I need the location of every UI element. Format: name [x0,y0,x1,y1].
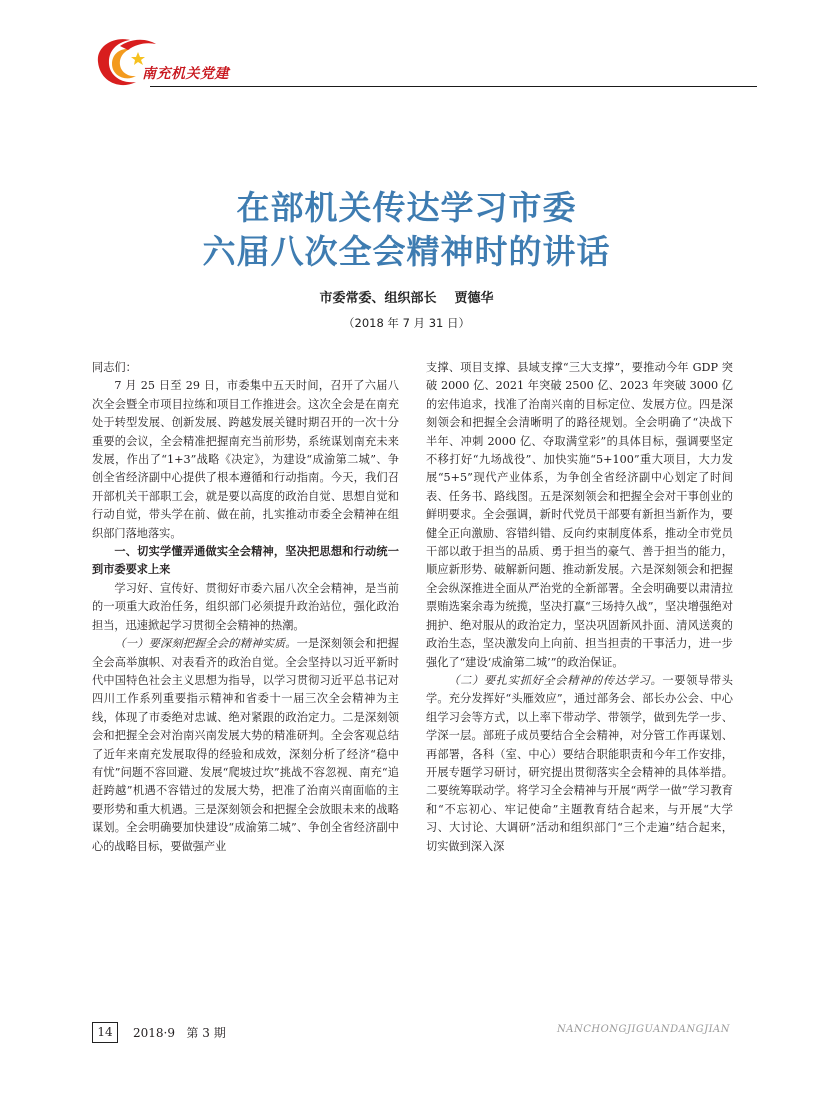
logo-inner-swirl [112,49,136,78]
paragraph [426,672,733,856]
issue-label: 2018·9 第 3 期 [133,1026,226,1040]
salutation: 同志们： [92,361,137,374]
paragraph-text: 一要领导带头学。充分发挥好“头雁效应”，通过部务会、部长办公会、中心组学习会等方式，以上率下带动学、带领学，做到先学一步、学深一层。部班子成员要结合全会精神，对分管工作再谋划、再部署，各科（室、中心）要结合职能职责和今年工作安排，开展专题学习研讨，研究提出贯彻落实全会精神的具体举措。二要统筹联动学。将学习全会精神与开展“两学一做”学习教育和“不忘初心、牢记使命”主题教育结合起来，与开展“大学习、大讨论、大调研”活动和组织部门“三个走遍”结合起来，切实做到深入深 [426,673,733,853]
speech-date: （2018 年 7 月 31 日） [343,316,470,330]
brand-name: 南充机关党建 [142,66,229,82]
page-number: 14 [92,1022,118,1043]
section-heading: 一、切实学懂弄通做实全会精神，坚决把思想和行动统一到市委要求上来 [92,545,399,577]
paragraph-text: 一是深刻领会和把握全会高举旗帜、对表看齐的政治自觉。全会坚持以习近平新时代中国特色社会主义思想为指导，以学习贯彻习近平总书记对四川工作系列重要指示精神和省委十一届三次全会精神为主线，体现了市委绝对忠诚、绝对紧跟的政治定力。二是深刻领会和把握全会对治南兴南发展大势的精准研判。全会客观总结了近年来南充发展取得的经验和成效，深刻分析了经济“稳中有忧”问题不容回避、发展“爬坡过坎”挑战不容忽视、南充“追赶跨越”机遇不容错过的发展大势，把准了治南兴南面临的主要形势和重大机遇。三是深刻领会和把握全会放眼未来的战略谋划。全会明确要加快建设“成渝第二城”、争创全省经济副中心的战略目标，要做强产业 [92,637,399,853]
paragraph: 支撑、项目支撑、县域支撑“三大支撑”，要推动今年 GDP 突破 2000 亿、2021 年突破 2500 亿、2023 年突破 3000 亿的宏伟追求，找准了治南兴南的目标定位、发展方位。四是深刻领会和把握全会清晰明了的路径规划。全会明确了“决战下半年、冲刺 2000 亿、夺取满堂彩”的具体目标，强调要坚定不移打好“九场战役”、加快实施“5+100”重大项目，大力发展“5+5”现代产业体系，为争创全省经济副中心划定了时间表、任务书、路线图。五是深刻领会和把握全会对干事创业的鲜明要求。全会强调，新时代党员干部要有新担当新作为，要健全正向激励、容错纠错、反向约束制度体系，推动全市党员干部以敢于担当的品质、勇于担当的豪气、善于担当的能力，顺应新形势、破解新问题、推动新发展。六是深刻领会和把握全会纵深推进全面从严治党的全新部署。全会明确要以肃清拉票贿选案余毒为统揽，坚决打赢“三场持久战”，坚决增强绝对拥护、绝对服从的政治定力，坚决巩固新风扑面、清风送爽的政治生态，坚决激发向上向前、担当担责的干事活力，进一步强化了“建设‘成渝第二城’”的政治保证。 [426,361,733,669]
subsection-lead: （一）要深刻把握全会的精神实质。 [114,637,297,651]
logo-wing [120,40,156,50]
paragraph: 7 月 25 日至 29 日，市委集中五天时间，召开了六届八次全会暨全市项目拉练和项目工作推进会。这次全会是在南充处于转型发展、创新发展、跨越发展关键时期召开的一次十分重要的会议，全会精准把握南充当前形势，系统谋划南充未来发展，作出了“1+3”战略《决定》，为建设“成渝第二城”、争创全省经济副中心提供了根本遵循和行动指南。今天，我们召开部机关干部职工会，就是要以高度的政治自觉、思想自觉和行动自觉，带头学在前、做在前，扎实推动市委全会精神在组织部门落地落实。 [92,379,399,540]
article-title-line2: 六届八次全会精神时的讲话 [202,232,611,271]
header-rule [150,86,757,87]
right-column [426,359,733,856]
publication-name: NANCHONGJIGUANDANGJIAN [557,1024,730,1035]
byline: 市委常委、组织部长 贾德华 [319,291,494,306]
paragraph: 学习好、宣传好、贯彻好市委六届八次全会精神，是当前的一项重大政治任务，组织部门必须提升政治站位，强化政治担当，迅速掀起学习贯彻全会精神的热潮。 [92,581,399,632]
article-title-line1: 在部机关传达学习市委 [236,188,577,227]
left-column [92,359,399,856]
paragraph [92,635,399,856]
subsection-lead: （二）要扎实抓好全会精神的传达学习。 [448,673,663,687]
